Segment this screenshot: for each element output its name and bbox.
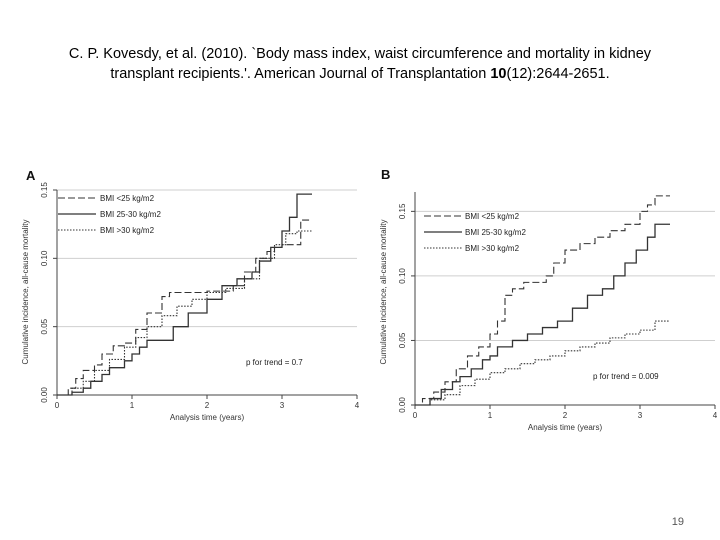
panel-a-p-trend-annotation: p for trend = 0.7 [246,358,303,367]
panel-a-y-axis-title: Cumulative incidence, all-cause mortality [21,219,30,365]
panel-a-xtick-label: 3 [279,401,285,410]
panel-b-xtick-label: 4 [712,411,718,420]
panel-b-letter: B [381,167,391,182]
panel-a-ytick-label: 0.10 [40,250,49,267]
panel-a-xtick-label: 4 [354,401,360,410]
slide-number: 19 [671,516,684,528]
panel-b-legend-label: BMI >30 kg/m2 [465,244,520,253]
panel-b-legend-label: BMI <25 kg/m2 [465,212,520,221]
panel-b-ytick-label: 0.00 [398,397,407,413]
panel-b-y-axis-title: Cumulative incidence, all-cause mortality [379,219,388,365]
citation-line-2-text: transplant recipients.'. American Journal of Transplantation [110,66,491,82]
panel-a-ytick-label: 0.05 [40,318,49,335]
citation-volume: 10 [490,66,507,82]
panel-b-x-axis-title: Analysis time (years) [527,423,603,432]
panel-a-ytick-label: 0.00 [40,387,49,403]
panel-b-xtick-label: 2 [562,411,568,420]
panel-b-legend-label: BMI 25-30 kg/m2 [465,228,526,237]
panel-b-xtick-label: 1 [487,411,493,420]
panel-a-series-line [57,220,312,395]
panel-b-xtick-label: 0 [412,411,418,420]
panel-a-ytick-label: 0.15 [40,182,49,198]
panel-a-xtick-label: 1 [129,401,135,410]
panel-a-x-axis-title: Analysis time (years) [169,413,245,422]
panel-b-ytick-label: 0.05 [398,332,407,349]
panel-b-xtick-label: 3 [637,411,643,420]
citation-line-1: C. P. Kovesdy, et al. (2010). `Body mass index, waist circumference and mortality in kidney [68,46,652,62]
panel-a-legend-label: BMI >30 kg/m2 [100,226,155,235]
panel-a-letter: A [26,168,36,183]
panel-a-xtick-label: 2 [204,401,210,410]
panel-a-legend-label: BMI 25-30 kg/m2 [100,210,161,219]
panel-a-series-line [57,231,312,395]
panel-b-p-trend-annotation: p for trend = 0.009 [593,372,659,381]
panel-b-ytick-label: 0.15 [398,203,407,220]
panel-a-xtick-label: 0 [54,401,60,410]
panel-a-legend-label: BMI <25 kg/m2 [100,194,155,203]
panel-b-ytick-label: 0.10 [398,268,407,284]
citation-issue-pages: (12):2644-2651. [506,66,610,82]
